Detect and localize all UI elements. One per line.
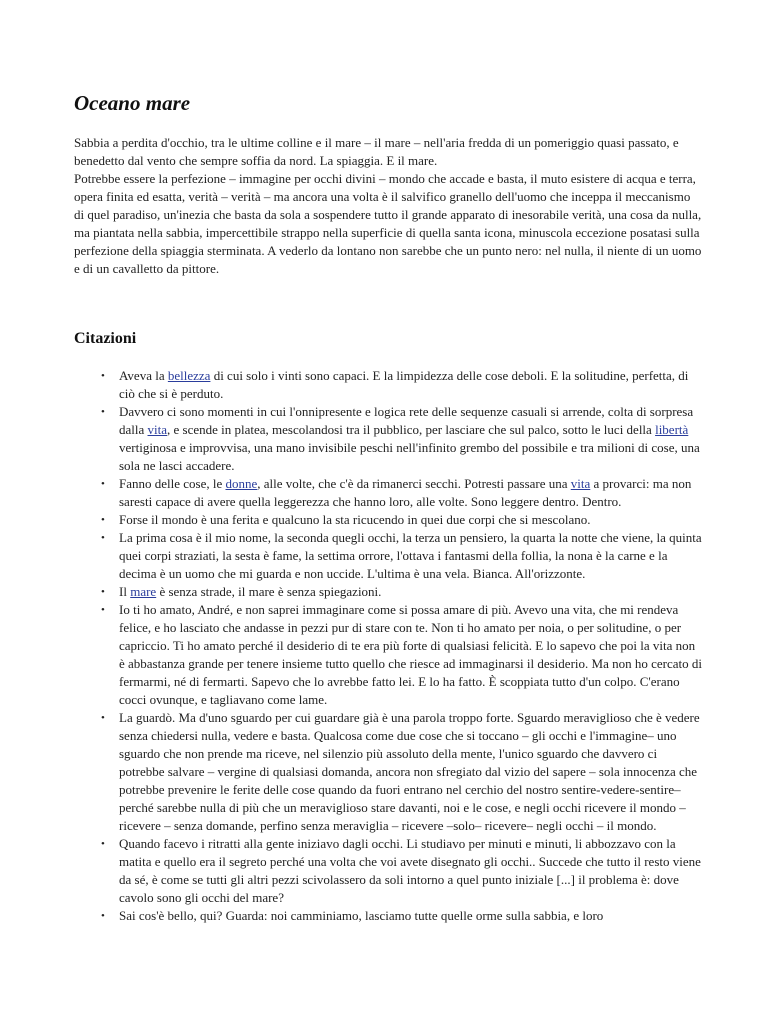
link-vita[interactable]: vita — [570, 476, 591, 491]
intro-paragraph: Sabbia a perdita d'occhio, tra le ultime colline e il mare – il mare – nell'aria fredda di un pomeriggio quasi passato, e benedetto dal vento che sempre soffia da nord. La spiaggia. E il mare. — [74, 135, 679, 168]
link-mare[interactable]: mare — [130, 584, 157, 599]
bullet-icon: • — [101, 712, 105, 724]
list-item — [74, 403, 702, 475]
intro-paragraph: Potrebbe essere la perfezione – immagine per occhi divini – mondo che accade e basta, il muto esistere di acqua e terra, opera finita ed esatta, verità – verità – ma ancora una volta è il salvifico granello dell'uomo che inceppa il meccanismo di quel paradiso, un'inezia che basta da sola a sospendere tutto il grande apparato di inesorabile verità, una cosa da nulla, ma piantata nella sabbia, impercettibile strappo nella superficie di quella santa icona, minuscola eccezione posatasi sulla perfezione della spiaggia sterminata. A vederlo da lontano non sarebbe che un punto nero: nel nulla, il niente di un uomo e di un cavalletto da pittore. — [74, 171, 702, 276]
bullet-icon: • — [101, 910, 105, 922]
quote-text: , e scende in platea, mescolandosi tra il pubblico, per lasciare che sul palco, sotto le luci della — [167, 422, 656, 437]
quote-text: Quando facevo i ritratti alla gente iniziavo dagli occhi. Li studiavo per minuti e minuti, li abbozzavo con la matita e quello era il segreto perché una volta che voi avete disegnato gli occhi.. Succede che tutto il resto viene da sé, è come se tutti gli altri pezzi scivolassero da soli intorno a quel punto iniziale [...] il problema è: dove cavolo sono gli occhi del mare? — [119, 836, 701, 905]
quote-text: Io ti ho amato, André, e non saprei immaginare come si possa amare di più. Avevo una vita, che mi rendeva felice, e ho lasciato che andasse in pezzi pur di stare con te. Non ti ho amato per noia, o per solitudine, o per capriccio. Ti ho amato perché il desiderio di te era più forte di qualsiasi felicità. E lo sapevo che poi la vita non è abbastanza grande per tenere insieme tutto quello che riesce ad immaginarsi il desiderio. Ma non ho cercato di fermarmi, né di fermarti. Sapevo che lo avrebbe fatto lei. E lo ha fatto. È scoppiata tutto d'un colpo. C'erano cocci ovunque, e tagliavano come lame. — [119, 602, 702, 707]
quotes-list — [74, 367, 702, 925]
quote-text: vertiginosa e improvvisa, una mano invisibile peschi nell'infinito grembo del possibile e tra milioni di cose, una sola ne lasci accadere. — [119, 440, 700, 473]
list-item — [74, 511, 702, 529]
quote-text: Forse il mondo è una ferita e qualcuno la sta ricucendo in quei due corpi che si mescolano. — [119, 512, 591, 527]
bullet-icon: • — [101, 586, 105, 598]
list-item — [74, 529, 702, 583]
page-title: Oceano mare — [74, 91, 191, 115]
bullet-icon: • — [101, 478, 105, 490]
quote-text: a provarci: ma non saresti capace di avere quella leggerezza che hanno loro, alle volte. Sono leggere dentro. Dentro. — [119, 476, 692, 509]
list-item — [74, 367, 702, 403]
list-item — [74, 907, 702, 925]
quote-text: Davvero ci sono momenti in cui l'onnipresente e logica rete delle sequenze casuali si arrende, colta di sorpresa dalla — [119, 404, 694, 437]
quote-text: di cui solo i vinti sono capaci. E la limpidezza delle cose deboli. E la solitudine, perfetta, di ciò che si è perduto. — [119, 368, 689, 401]
quote-text: Aveva la — [119, 368, 168, 383]
bullet-icon: • — [101, 406, 105, 418]
quote-text: , alle volte, che c'è da rimanerci secchi. Potresti passare una — [257, 476, 571, 491]
list-item — [74, 709, 702, 835]
list-item — [74, 475, 702, 511]
bullet-icon: • — [101, 604, 105, 616]
link-donne[interactable]: donne — [225, 476, 258, 491]
quote-text: Fanno delle cose, le — [119, 476, 226, 491]
bullet-icon: • — [101, 838, 105, 850]
intro-section — [74, 134, 702, 278]
list-item — [74, 583, 702, 601]
bullet-icon: • — [101, 514, 105, 526]
list-item — [74, 835, 702, 907]
quote-text: Il — [119, 584, 131, 599]
link-liberta[interactable]: libertà — [655, 422, 689, 437]
quote-text: è senza strade, il mare è senza spiegazioni. — [156, 584, 382, 599]
bullet-icon: • — [101, 370, 105, 382]
link-bellezza[interactable]: bellezza — [167, 368, 211, 383]
list-item — [74, 601, 702, 709]
quote-text: La prima cosa è il mio nome, la seconda quegli occhi, la terza un pensiero, la quarta la notte che viene, la quinta quei corpi straziati, la sesta è fame, la settima orrore, l'ottava i fantasmi della follia, la nona è la carne e la decima è un uomo che mi guarda e non uccide. L'ultima è una vela. Bianca. All'orizzonte. — [119, 530, 702, 581]
section-heading-citazioni: Citazioni — [74, 330, 137, 347]
bullet-icon: • — [101, 532, 105, 544]
link-vita[interactable]: vita — [147, 422, 168, 437]
quote-text: Sai cos'è bello, qui? Guarda: noi camminiamo, lasciamo tutte quelle orme sulla sabbia, e loro — [119, 908, 604, 923]
quote-text: La guardò. Ma d'uno sguardo per cui guardare già è una parola troppo forte. Sguardo meraviglioso che è vedere senza chiedersi nulla, vedere e basta. Qualcosa come due cose che si toccano – gli occhi e l'immagine– uno sguardo che non prende ma riceve, nel silenzio più assoluto della mente, l'unico sguardo che davvero ci potrebbe salvare – vergine di qualsiasi domanda, ancora non sfregiato dal vizio del sapere – sola innocenza che potrebbe prevenire le ferite delle cose quando da fuori entrano nel cerchio del nostro sentire-vedere-sentire– perché sarebbe nulla di più che un meraviglioso stare davanti, noi e le cose, e negli occhi ricevere il mondo – ricevere – senza domande, perfino senza meraviglia – ricevere –solo– ricevere– negli occhi – il mondo. — [119, 710, 700, 833]
